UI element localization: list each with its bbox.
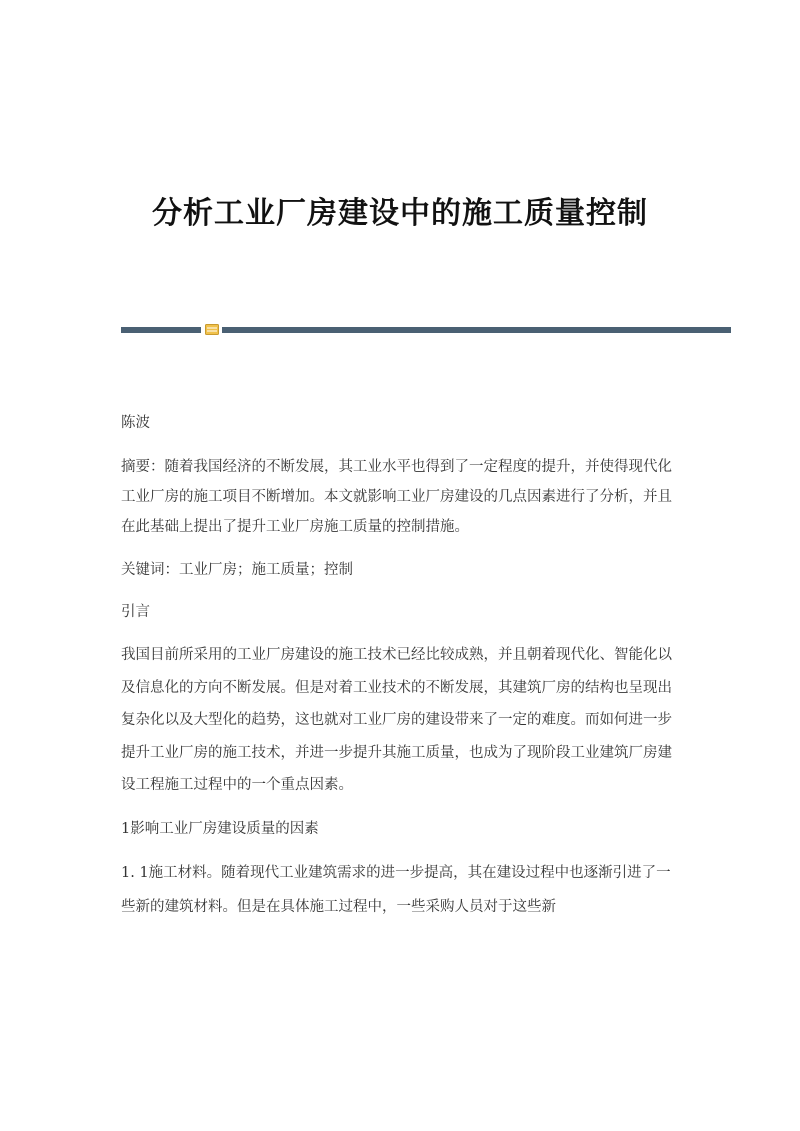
section-1-heading: 1影响工业厂房建设质量的因素 bbox=[121, 820, 319, 837]
intro-heading: 引言 bbox=[121, 604, 150, 620]
author-name: 陈波 bbox=[121, 415, 150, 431]
intro-paragraph: 我国目前所采用的工业厂房建设的施工技术已经比较成熟，并且朝着现代化、智能化以及信息化的方向不断发展。但是对着工业技术的不断发展，其建筑厂房的结构也呈现出复杂化以及大型化的趋势，这也就对工业厂房的建设带来了一定的难度。而如何进一步提升工业厂房的施工技术，并进一步提升其施工质量，也成为了现阶段工业建筑厂房建设工程施工过程中的一个重点因素。 bbox=[121, 647, 672, 793]
divider-bar-right bbox=[222, 327, 731, 333]
section-1-1-paragraph: 1. 1施工材料。随着现代工业建筑需求的进一步提高，其在建设过程中也逐渐引进了一些新的建筑材料。但是在具体施工过程中，一些采购人员对于这些新 bbox=[121, 864, 671, 915]
keywords-line: 关键词：工业厂房；施工质量；控制 bbox=[121, 562, 353, 578]
book-icon bbox=[205, 324, 219, 335]
title-divider bbox=[121, 323, 731, 337]
document-body bbox=[121, 408, 677, 924]
divider-bar-left bbox=[121, 327, 201, 333]
abstract-paragraph: 摘要：随着我国经济的不断发展，其工业水平也得到了一定程度的提升，并使得现代化工业厂房的施工项目不断增加。本文就影响工业厂房建设的几点因素进行了分析，并且在此基础上提出了提升工业厂房施工质量的控制措施。 bbox=[121, 459, 672, 535]
document-title: 分析工业厂房建设中的施工质量控制 bbox=[152, 196, 648, 231]
